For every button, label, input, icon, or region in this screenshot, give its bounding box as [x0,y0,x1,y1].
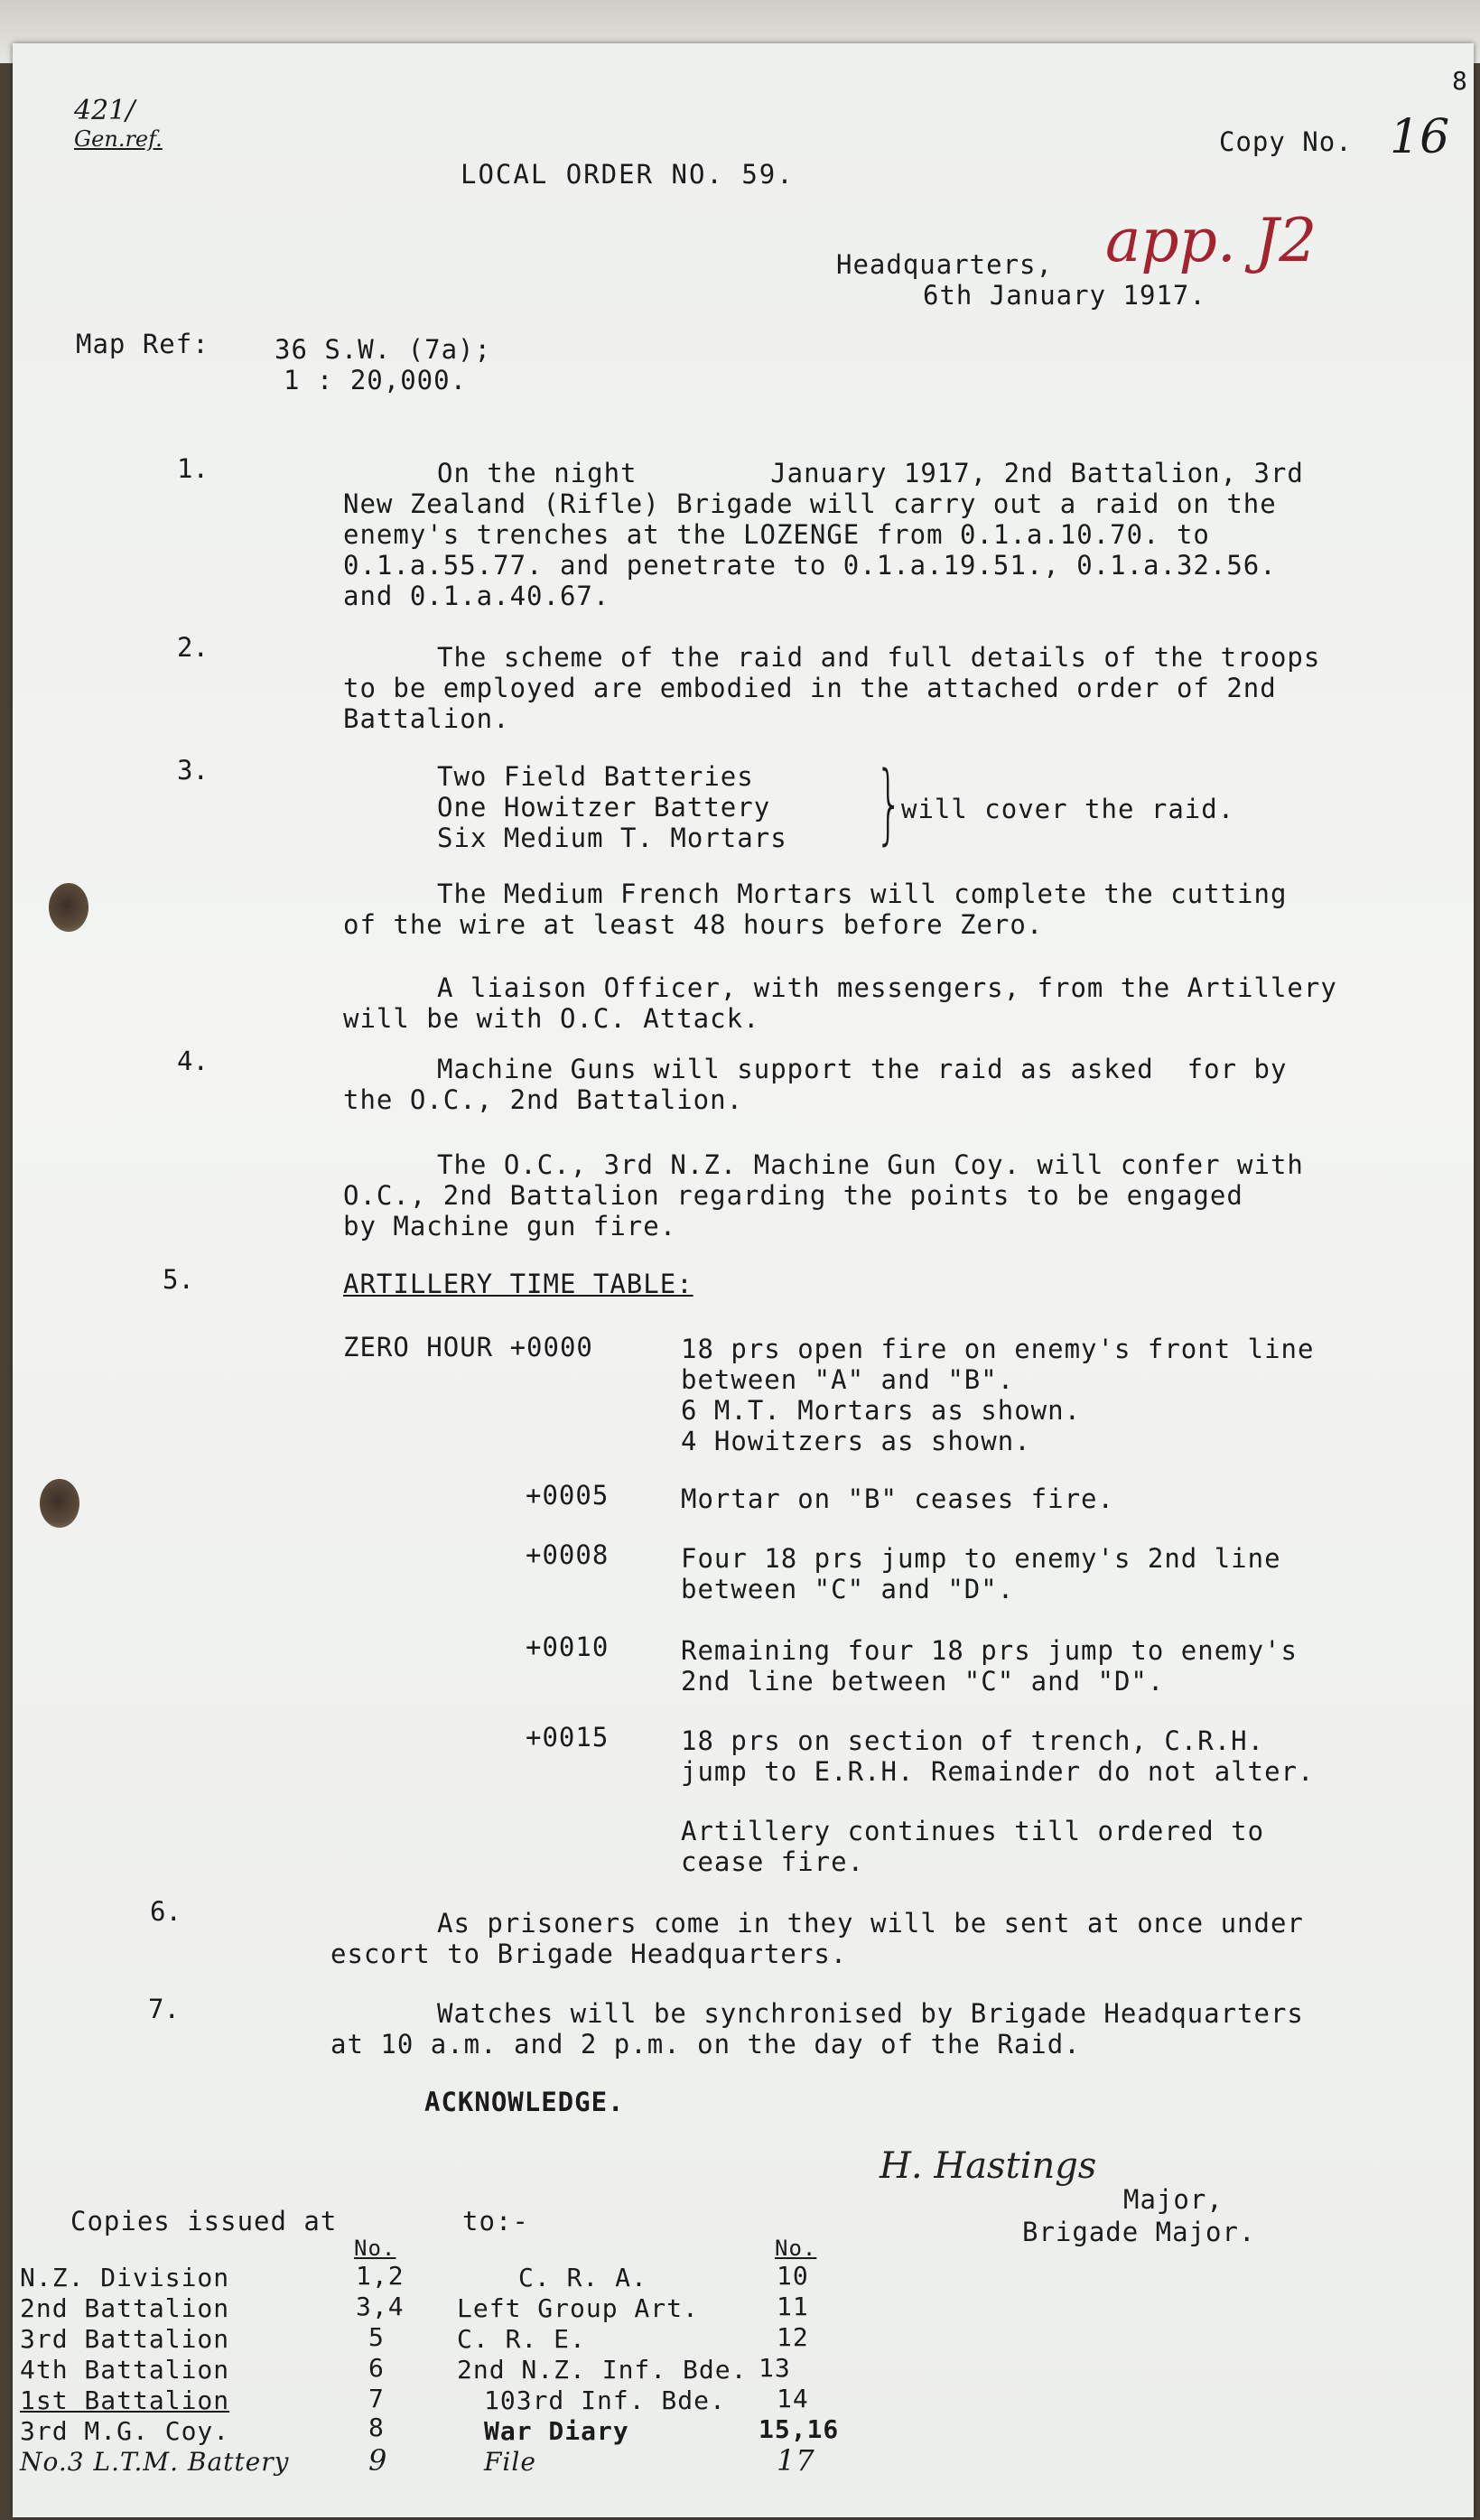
para-1-number: 1. [177,453,209,484]
dist-left-to: 1st Battalion [20,2385,230,2415]
dist-right-no: 14 [777,2384,809,2413]
para-2-line: Battalion. [343,703,510,734]
file-ref-number: 421/ [74,95,135,126]
timetable-action: 6 M.T. Mortars as shown. [681,1395,1082,1426]
map-ref-scale: 1 : 20,000. [284,365,468,395]
order-title: LOCAL ORDER NO. 59. [461,159,795,190]
para-1-line: enemy's trenches at the LOZENGE from 0.1.a.10.70. to [343,519,1210,550]
order-date: 6th January 1917. [923,280,1206,311]
dist-right-to: 103rd Inf. Bde. [484,2385,726,2415]
copy-label: Copy No. [1219,126,1353,157]
dist-left-no: 3,4 [356,2292,405,2321]
cover-item: One Howitzer Battery [437,792,771,823]
dist-left-no: 8 [368,2413,385,2442]
timetable-action: Remaining four 18 prs jump to enemy's [681,1635,1298,1666]
dist-left-no: 6 [368,2353,385,2383]
para-1-line: New Zealand (Rifle) Brigade will carry out a raid on the [343,488,1277,519]
timetable-action: between "A" and "B". [681,1364,1015,1395]
timetable-action: Mortar on "B" ceases fire. [681,1483,1114,1514]
para-4-line: The O.C., 3rd N.Z. Machine Gun Coy. will confer with [437,1149,1304,1180]
signature: H. Hastings [880,2145,1097,2187]
dist-right-no: 13 [759,2353,791,2383]
timetable-action: between "C" and "D". [681,1574,1015,1604]
dist-right-to-handwritten: File [484,2447,536,2477]
dist-right-to: C. R. A. [518,2263,647,2292]
para-3-line: will be with O.C. Attack. [343,1003,760,1034]
timetable-time: +0015 [526,1722,610,1753]
dist-left-to: 2nd Battalion [20,2293,230,2323]
document-page [13,43,1474,2517]
timetable-action: 18 prs on section of trench, C.R.H. [681,1725,1265,1756]
para-4-number: 4. [177,1046,209,1076]
red-annotation: app. J2 [1105,206,1317,275]
para-1-line: 0.1.a.55.77. and penetrate to 0.1.a.19.51., 0.1.a.32.56. [343,550,1277,581]
para-7-number: 7. [148,1994,180,2024]
signature-title: Brigade Major. [1022,2217,1256,2247]
para-4-line: O.C., 2nd Battalion regarding the points to be engaged [343,1180,1243,1211]
copy-number: 16 [1390,110,1450,164]
dist-left-to: N.Z. Division [20,2263,230,2292]
dist-right-no: 10 [777,2261,809,2291]
dist-right-no: 15,16 [759,2414,840,2444]
dist-right-no: 11 [777,2292,809,2321]
dist-right-to: War Diary [484,2416,629,2446]
timetable-action: jump to E.R.H. Remainder do not alter. [681,1756,1315,1787]
timetable-action: 18 prs open fire on enemy's front line [681,1334,1315,1364]
cover-text: will cover the raid. [901,794,1235,824]
to-label: to:- [462,2206,529,2236]
no-label: No. [354,2236,396,2261]
timetable-heading: ARTILLERY TIME TABLE: [343,1269,693,1299]
para-7-line: at 10 a.m. and 2 p.m. on the day of the Raid. [330,2029,1081,2060]
dist-left-to: 3rd M.G. Coy. [20,2416,230,2446]
para-6-number: 6. [150,1896,182,1927]
timetable-time: +0010 [526,1632,610,1662]
acknowledge: ACKNOWLEDGE. [424,2087,625,2117]
timetable-time: +0008 [526,1539,610,1570]
map-ref-sheet: 36 S.W. (7a); [275,334,491,365]
timetable-action: Four 18 prs jump to enemy's 2nd line [681,1543,1281,1574]
no-label: No. [775,2236,817,2261]
para-3-line: The Medium French Mortars will complete the cutting [437,879,1288,909]
copies-issued-label: Copies issued at [70,2206,338,2236]
timetable-time: ZERO HOUR +0000 [343,1332,593,1362]
punch-hole [40,1479,79,1528]
timetable-action: 4 Howitzers as shown. [681,1426,1031,1456]
dist-right-to: Left Group Art. [457,2293,699,2323]
para-4-line: Machine Guns will support the raid as asked for by [437,1054,1288,1084]
punch-hole [49,883,88,932]
cover-item: Six Medium T. Mortars [437,823,787,853]
dist-left-to: 3rd Battalion [20,2324,230,2354]
file-ref-sub: Gen.ref. [74,126,163,152]
para-3-number: 3. [177,755,209,786]
brace: } [875,753,903,854]
dist-left-no: 1,2 [356,2261,405,2291]
hq-label: Headquarters, [836,249,1053,280]
dist-right-to: C. R. E. [457,2324,586,2354]
dist-right-to: 2nd N.Z. Inf. Bde. [457,2355,748,2385]
para-1-line: and 0.1.a.40.67. [343,581,610,611]
timetable-action: 2nd line between "C" and "D". [681,1666,1165,1697]
para-1-line: On the night January 1917, 2nd Battalion, 3rd [437,458,1304,488]
map-ref-label: Map Ref: [76,329,209,359]
dist-left-no: 5 [368,2322,385,2352]
para-4-line: the O.C., 2nd Battalion. [343,1084,744,1115]
para-5-number: 5. [163,1264,194,1295]
cover-item: Two Field Batteries [437,761,754,792]
corner-mark: 8 [1452,66,1467,96]
timetable-action: Artillery continues till ordered to [681,1816,1265,1846]
dist-right-no-handwritten: 17 [777,2443,815,2478]
para-6-line: As prisoners come in they will be sent at once under [437,1908,1304,1939]
dist-left-no-handwritten: 9 [368,2443,388,2478]
para-2-line: to be employed are embodied in the attached order of 2nd [343,673,1277,703]
dist-left-to-handwritten: No.3 L.T.M. Battery [20,2447,290,2477]
para-2-line: The scheme of the raid and full details of the troops [437,642,1321,673]
file-ref [74,95,163,153]
para-2-number: 2. [177,632,209,663]
para-7-line: Watches will be synchronised by Brigade Headquarters [437,1998,1304,2029]
timetable-time: +0005 [526,1480,610,1511]
para-4-line: by Machine gun fire. [343,1211,677,1241]
signature-rank: Major, [1123,2184,1224,2215]
timetable-action: cease fire. [681,1846,865,1877]
dist-right-no: 12 [777,2322,809,2352]
para-3-line: A liaison Officer, with messengers, from the Artillery [437,972,1337,1003]
para-3-line: of the wire at least 48 hours before Zero. [343,909,1044,940]
para-6-line: escort to Brigade Headquarters. [330,1939,848,1969]
dist-left-to: 4th Battalion [20,2355,230,2385]
dist-left-no: 7 [368,2384,385,2413]
